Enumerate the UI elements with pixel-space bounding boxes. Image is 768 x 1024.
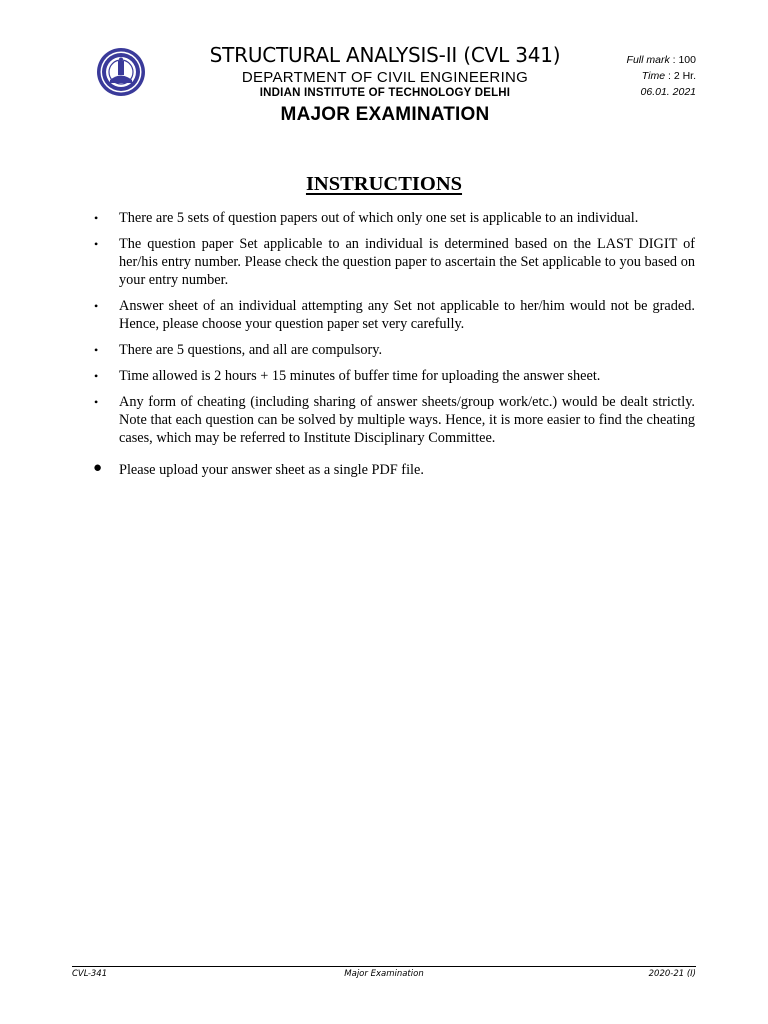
institute-seal-icon	[96, 47, 146, 97]
instruction-item: • The question paper Set applicable to an individual is determined based on the LAST DIGIT of her/his entry number. Please check the question paper to ascertain the Set applicable to you based on your entry number.	[94, 236, 695, 288]
bullet-icon: •	[94, 237, 99, 251]
bullet-icon: •	[94, 369, 99, 383]
instruction-item: ● Please upload your answer sheet as a single PDF file.	[93, 460, 424, 478]
footer-exam-name: Major Examination	[344, 969, 424, 979]
exam-title: MAJOR EXAMINATION	[280, 104, 490, 125]
exam-date: 06.01. 2021	[640, 86, 696, 98]
exam-meta	[627, 52, 696, 100]
instruction-item: • Answer sheet of an individual attempting any Set not applicable to her/him would not be graded. Hence, please choose your question paper set very carefully.	[94, 298, 695, 332]
instruction-item: • There are 5 questions, and all are compulsory.	[94, 342, 383, 358]
institute-name: INDIAN INSTITUTE OF TECHNOLOGY DELHI	[259, 87, 511, 99]
instruction-item: • Any form of cheating (including sharing of answer sheets/group work/etc.) would be dealt strictly. Note that each question can be solved by multiple ways. Hence, it is more easier to find the cheating cases, which may be referred to Institute Disciplinary Committee.	[94, 394, 695, 446]
instructions-heading: INSTRUCTIONS	[305, 173, 463, 195]
footer-session: 2020-21 (I)	[648, 969, 696, 979]
full-mark: Full mark : 100	[626, 54, 696, 66]
instruction-item: • There are 5 sets of question papers out of which only one set is applicable to an individual.	[94, 210, 639, 226]
footer-course-code: CVL-341	[72, 969, 108, 979]
course-title: STRUCTURAL ANALYSIS-II (CVL 341)	[209, 43, 561, 67]
bullet-icon: •	[94, 299, 99, 313]
exam-header	[170, 42, 600, 100]
footer-divider	[72, 966, 696, 967]
bullet-icon: •	[94, 395, 99, 409]
instructions-list	[92, 209, 695, 487]
bullet-icon: •	[94, 343, 99, 357]
instruction-item: • Time allowed is 2 hours + 15 minutes of buffer time for uploading the answer sheet.	[94, 368, 601, 384]
department-name: DEPARTMENT OF CIVIL ENGINEERING	[241, 69, 529, 86]
bullet-icon: •	[94, 211, 99, 225]
bullet-icon: ●	[93, 460, 103, 476]
exam-time: Time : 2 Hr.	[641, 70, 696, 82]
